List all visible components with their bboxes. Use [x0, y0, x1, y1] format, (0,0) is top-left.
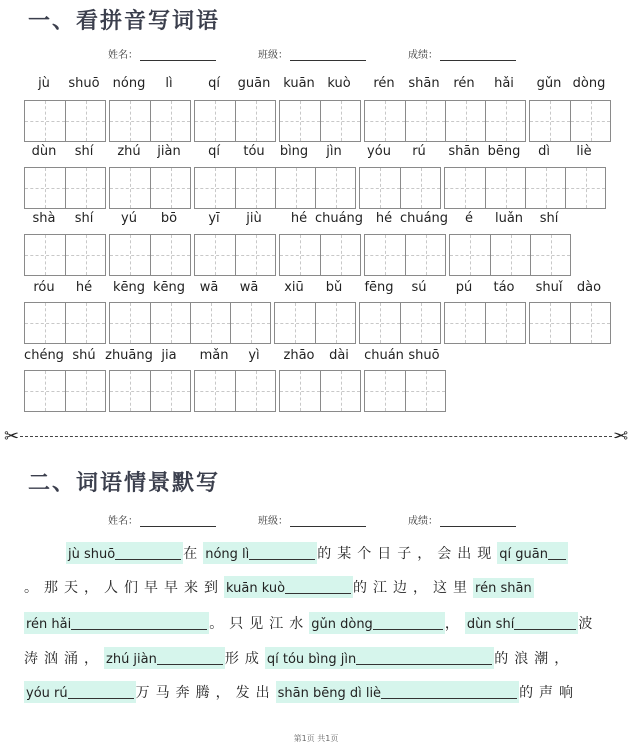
class-field[interactable]: 班级： — [258, 512, 366, 527]
tian-cell[interactable] — [405, 235, 445, 275]
writing-box[interactable] — [529, 302, 611, 344]
tian-cell[interactable] — [275, 168, 315, 208]
writing-box[interactable] — [194, 370, 276, 412]
score-field[interactable]: 成绩： — [408, 512, 516, 527]
tian-cell[interactable] — [235, 371, 275, 411]
pinyin-label: dùn — [31, 144, 57, 159]
tian-cell[interactable] — [25, 101, 65, 141]
pinyin-label: shān — [448, 144, 480, 159]
pinyin-prompt: dùn shí — [466, 617, 515, 632]
paragraph-text: 在 — [183, 546, 204, 562]
pinyin-label: jù — [38, 76, 50, 91]
tian-cell[interactable] — [315, 168, 355, 208]
pinyin-label: kuān — [283, 76, 315, 91]
pinyin-label: bǔ — [325, 280, 343, 295]
tian-cell[interactable] — [445, 303, 485, 343]
tian-cell[interactable] — [195, 101, 235, 141]
answer-blank[interactable] — [104, 647, 225, 669]
pinyin-prompt: jù shuō — [68, 547, 116, 562]
writing-box[interactable] — [24, 302, 106, 344]
tian-cell[interactable] — [190, 303, 230, 343]
pinyin-prompt: zhú jiàn — [106, 652, 157, 667]
paragraph-text: 涛汹涌， — [24, 651, 104, 667]
writing-box[interactable] — [529, 100, 611, 142]
pinyin-prompt: qí guān — [499, 547, 548, 562]
pinyin-label: wā — [239, 280, 259, 295]
tian-cell[interactable] — [360, 303, 400, 343]
writing-box[interactable] — [194, 167, 356, 209]
writing-box[interactable] — [24, 370, 106, 412]
paragraph-text: 波 — [578, 616, 599, 632]
answer-blank[interactable] — [203, 542, 317, 564]
tian-cell[interactable] — [110, 101, 150, 141]
tian-cell[interactable] — [150, 371, 190, 411]
pinyin-label: kēng — [112, 280, 146, 295]
pinyin-label: shān — [408, 76, 440, 91]
tian-cell[interactable] — [65, 101, 105, 141]
class-field[interactable]: 班级： — [258, 46, 366, 61]
pinyin-label: tóu — [243, 144, 265, 159]
tian-cell[interactable] — [525, 168, 565, 208]
pinyin-label: jiù — [246, 211, 262, 226]
writing-box[interactable] — [109, 370, 191, 412]
paragraph-text: 的浪潮， — [494, 651, 575, 667]
pinyin-label: kēng — [152, 280, 186, 295]
writing-box[interactable] — [364, 234, 446, 276]
pinyin-prompt: kuān kuò — [226, 581, 286, 596]
tian-cell[interactable] — [485, 303, 525, 343]
tian-cell[interactable] — [320, 101, 360, 141]
tian-cell[interactable] — [365, 235, 405, 275]
writing-box[interactable] — [24, 100, 106, 142]
tian-cell[interactable] — [25, 303, 65, 343]
writing-box[interactable] — [279, 100, 361, 142]
pinyin-label: xiū — [284, 280, 304, 295]
writing-box[interactable] — [364, 370, 446, 412]
tian-cell[interactable] — [565, 168, 605, 208]
paragraph-text: 形成 — [224, 651, 265, 667]
writing-box[interactable] — [359, 302, 441, 344]
paragraph-text: 。那天，人们早早来到 — [24, 580, 224, 596]
tian-cell[interactable] — [280, 101, 320, 141]
paragraph-line — [24, 612, 598, 642]
writing-box[interactable] — [359, 167, 441, 209]
pinyin-label: shí — [74, 211, 94, 226]
tian-cell[interactable] — [150, 101, 190, 141]
pinyin-label: liè — [576, 144, 592, 159]
tian-cell[interactable] — [110, 371, 150, 411]
writing-box[interactable] — [194, 100, 276, 142]
tian-cell[interactable] — [365, 101, 405, 141]
pinyin-label: chuán — [364, 348, 404, 363]
tian-cell[interactable] — [490, 235, 530, 275]
page-footer: 第1页 共1页 — [293, 734, 339, 743]
pinyin-label: hé — [290, 211, 308, 226]
pinyin-label: lì — [165, 76, 173, 91]
tian-cell[interactable] — [320, 371, 360, 411]
answer-blank[interactable] — [276, 681, 519, 703]
scissors-icon: ✂ — [4, 426, 20, 447]
paragraph-text: 的某个日子，会出现 — [317, 546, 498, 562]
tian-cell[interactable] — [195, 235, 235, 275]
tian-cell[interactable] — [485, 168, 525, 208]
pinyin-label: bō — [160, 211, 178, 226]
pinyin-label: zhāo — [283, 348, 315, 363]
pinyin-prompt: nóng lì — [205, 547, 250, 562]
pinyin-label: rén — [453, 76, 475, 91]
name-field[interactable]: 姓名： — [108, 512, 216, 527]
answer-blank[interactable] — [473, 578, 534, 598]
tian-cell[interactable] — [230, 303, 270, 343]
pinyin-label: yóu — [367, 144, 391, 159]
tian-cell[interactable] — [65, 235, 105, 275]
answer-blank[interactable] — [224, 576, 353, 598]
pinyin-label: sú — [411, 280, 427, 295]
pinyin-label: jìn — [326, 144, 342, 159]
pinyin-label: chuáng — [399, 211, 449, 226]
tian-cell[interactable] — [65, 371, 105, 411]
pinyin-label: pú — [455, 280, 473, 295]
writing-box[interactable] — [24, 167, 106, 209]
tian-cell[interactable] — [150, 303, 190, 343]
tian-cell[interactable] — [110, 168, 150, 208]
tian-cell[interactable] — [530, 101, 570, 141]
pinyin-label: wā — [199, 280, 219, 295]
pinyin-prompt: gǔn dòng — [311, 617, 373, 632]
pinyin-label: hé — [75, 280, 93, 295]
pinyin-prompt: rén shān — [475, 581, 532, 596]
tian-cell[interactable] — [65, 168, 105, 208]
tian-cell[interactable] — [445, 168, 485, 208]
pinyin-label: shuō — [68, 76, 100, 91]
answer-blank[interactable] — [265, 647, 494, 669]
pinyin-label: chéng — [24, 348, 64, 363]
pinyin-label: táo — [493, 280, 515, 295]
paragraph-text: 。只见江水 — [209, 616, 310, 632]
writing-box[interactable] — [109, 302, 271, 344]
answer-blank[interactable] — [465, 612, 579, 634]
pinyin-label: zhuāng — [105, 348, 153, 363]
pinyin-label: rén — [373, 76, 395, 91]
name-field[interactable]: 姓名： — [108, 46, 216, 61]
writing-box[interactable] — [364, 100, 526, 142]
pinyin-label: bēng — [487, 144, 521, 159]
pinyin-label: jia — [161, 348, 177, 363]
section1-title: 一、看拼音写词语 — [28, 8, 221, 34]
tian-cell[interactable] — [195, 371, 235, 411]
tian-cell[interactable] — [150, 168, 190, 208]
pinyin-label: é — [465, 211, 473, 226]
tian-cell[interactable] — [400, 168, 440, 208]
paragraph-text: 万马奔腾，发出 — [135, 685, 276, 701]
scissors-icon: ✂ — [612, 426, 628, 447]
tian-cell[interactable] — [25, 168, 65, 208]
pinyin-label: gǔn — [536, 76, 562, 91]
pinyin-label: mǎn — [199, 348, 229, 363]
answer-blank[interactable] — [497, 542, 568, 564]
pinyin-label: jiàn — [157, 144, 181, 159]
pinyin-label: kuò — [327, 76, 351, 91]
writing-box[interactable] — [449, 234, 571, 276]
tian-cell[interactable] — [450, 235, 490, 275]
tian-cell[interactable] — [280, 371, 320, 411]
pinyin-label: yú — [121, 211, 137, 226]
pinyin-label: guān — [237, 76, 271, 91]
pinyin-label: shuǐ — [535, 280, 563, 295]
pinyin-prompt: qí tóu bìng jìn — [266, 652, 357, 667]
answer-blank[interactable] — [24, 612, 209, 634]
cut-line — [20, 436, 612, 437]
pinyin-label: rú — [412, 144, 426, 159]
writing-box[interactable] — [109, 100, 191, 142]
writing-box[interactable] — [24, 234, 106, 276]
tian-cell[interactable] — [570, 303, 610, 343]
tian-cell[interactable] — [315, 303, 355, 343]
tian-cell[interactable] — [530, 303, 570, 343]
tian-cell[interactable] — [320, 235, 360, 275]
answer-blank[interactable] — [24, 681, 136, 703]
pinyin-label: róu — [33, 280, 55, 295]
answer-blank[interactable] — [66, 542, 183, 564]
pinyin-label: bìng — [279, 144, 309, 159]
pinyin-label: qí — [208, 144, 220, 159]
score-field[interactable]: 成绩： — [408, 46, 516, 61]
section2-title: 二、词语情景默写 — [28, 470, 221, 496]
tian-cell[interactable] — [110, 235, 150, 275]
tian-cell[interactable] — [25, 235, 65, 275]
tian-cell[interactable] — [110, 303, 150, 343]
pinyin-prompt: yóu rú — [26, 686, 68, 701]
pinyin-label: hǎi — [494, 76, 514, 91]
pinyin-label: qí — [208, 76, 220, 91]
tian-cell[interactable] — [570, 101, 610, 141]
paragraph-line — [24, 576, 534, 606]
paragraph-text: 的声响 — [519, 685, 580, 701]
paragraph-line — [66, 542, 568, 572]
tian-cell[interactable] — [275, 303, 315, 343]
pinyin-label: zhú — [117, 144, 141, 159]
answer-blank[interactable] — [309, 612, 445, 634]
tian-cell[interactable] — [360, 168, 400, 208]
writing-box[interactable] — [109, 234, 191, 276]
tian-cell[interactable] — [235, 168, 275, 208]
pinyin-label: shí — [74, 144, 94, 159]
paragraph-text: 的江边，这里 — [353, 580, 474, 596]
pinyin-label: dòng — [572, 76, 606, 91]
pinyin-label: shuō — [408, 348, 440, 363]
writing-box[interactable] — [444, 167, 606, 209]
pinyin-label: dào — [576, 280, 602, 295]
pinyin-label: hé — [375, 211, 393, 226]
pinyin-label: shà — [32, 211, 56, 226]
tian-cell[interactable] — [25, 371, 65, 411]
pinyin-label: chuáng — [314, 211, 364, 226]
pinyin-label: yī — [208, 211, 220, 226]
tian-cell[interactable] — [235, 235, 275, 275]
tian-cell[interactable] — [235, 101, 275, 141]
tian-cell[interactable] — [195, 168, 235, 208]
tian-cell[interactable] — [485, 101, 525, 141]
tian-cell[interactable] — [150, 235, 190, 275]
paragraph-line — [24, 647, 574, 677]
pinyin-label: fēng — [364, 280, 394, 295]
writing-box[interactable] — [109, 167, 191, 209]
tian-cell[interactable] — [405, 371, 445, 411]
pinyin-label: luǎn — [494, 211, 524, 226]
writing-box[interactable] — [279, 234, 361, 276]
tian-cell[interactable] — [530, 235, 570, 275]
pinyin-label: dài — [329, 348, 349, 363]
tian-cell[interactable] — [445, 101, 485, 141]
writing-box[interactable] — [194, 234, 276, 276]
pinyin-label: yì — [248, 348, 260, 363]
pinyin-label: nóng — [112, 76, 146, 91]
tian-cell[interactable] — [365, 371, 405, 411]
pinyin-label: shí — [539, 211, 559, 226]
writing-box[interactable] — [444, 302, 526, 344]
pinyin-prompt: rén hǎi — [26, 617, 72, 632]
pinyin-label: shú — [72, 348, 96, 363]
tian-cell[interactable] — [280, 235, 320, 275]
paragraph-line — [24, 681, 579, 711]
tian-cell[interactable] — [400, 303, 440, 343]
tian-cell[interactable] — [65, 303, 105, 343]
pinyin-prompt: shān bēng dì liè — [277, 686, 382, 701]
paragraph-text: ， — [444, 616, 465, 632]
tian-cell[interactable] — [405, 101, 445, 141]
writing-box[interactable] — [279, 370, 361, 412]
pinyin-label: dì — [538, 144, 550, 159]
writing-box[interactable] — [274, 302, 356, 344]
